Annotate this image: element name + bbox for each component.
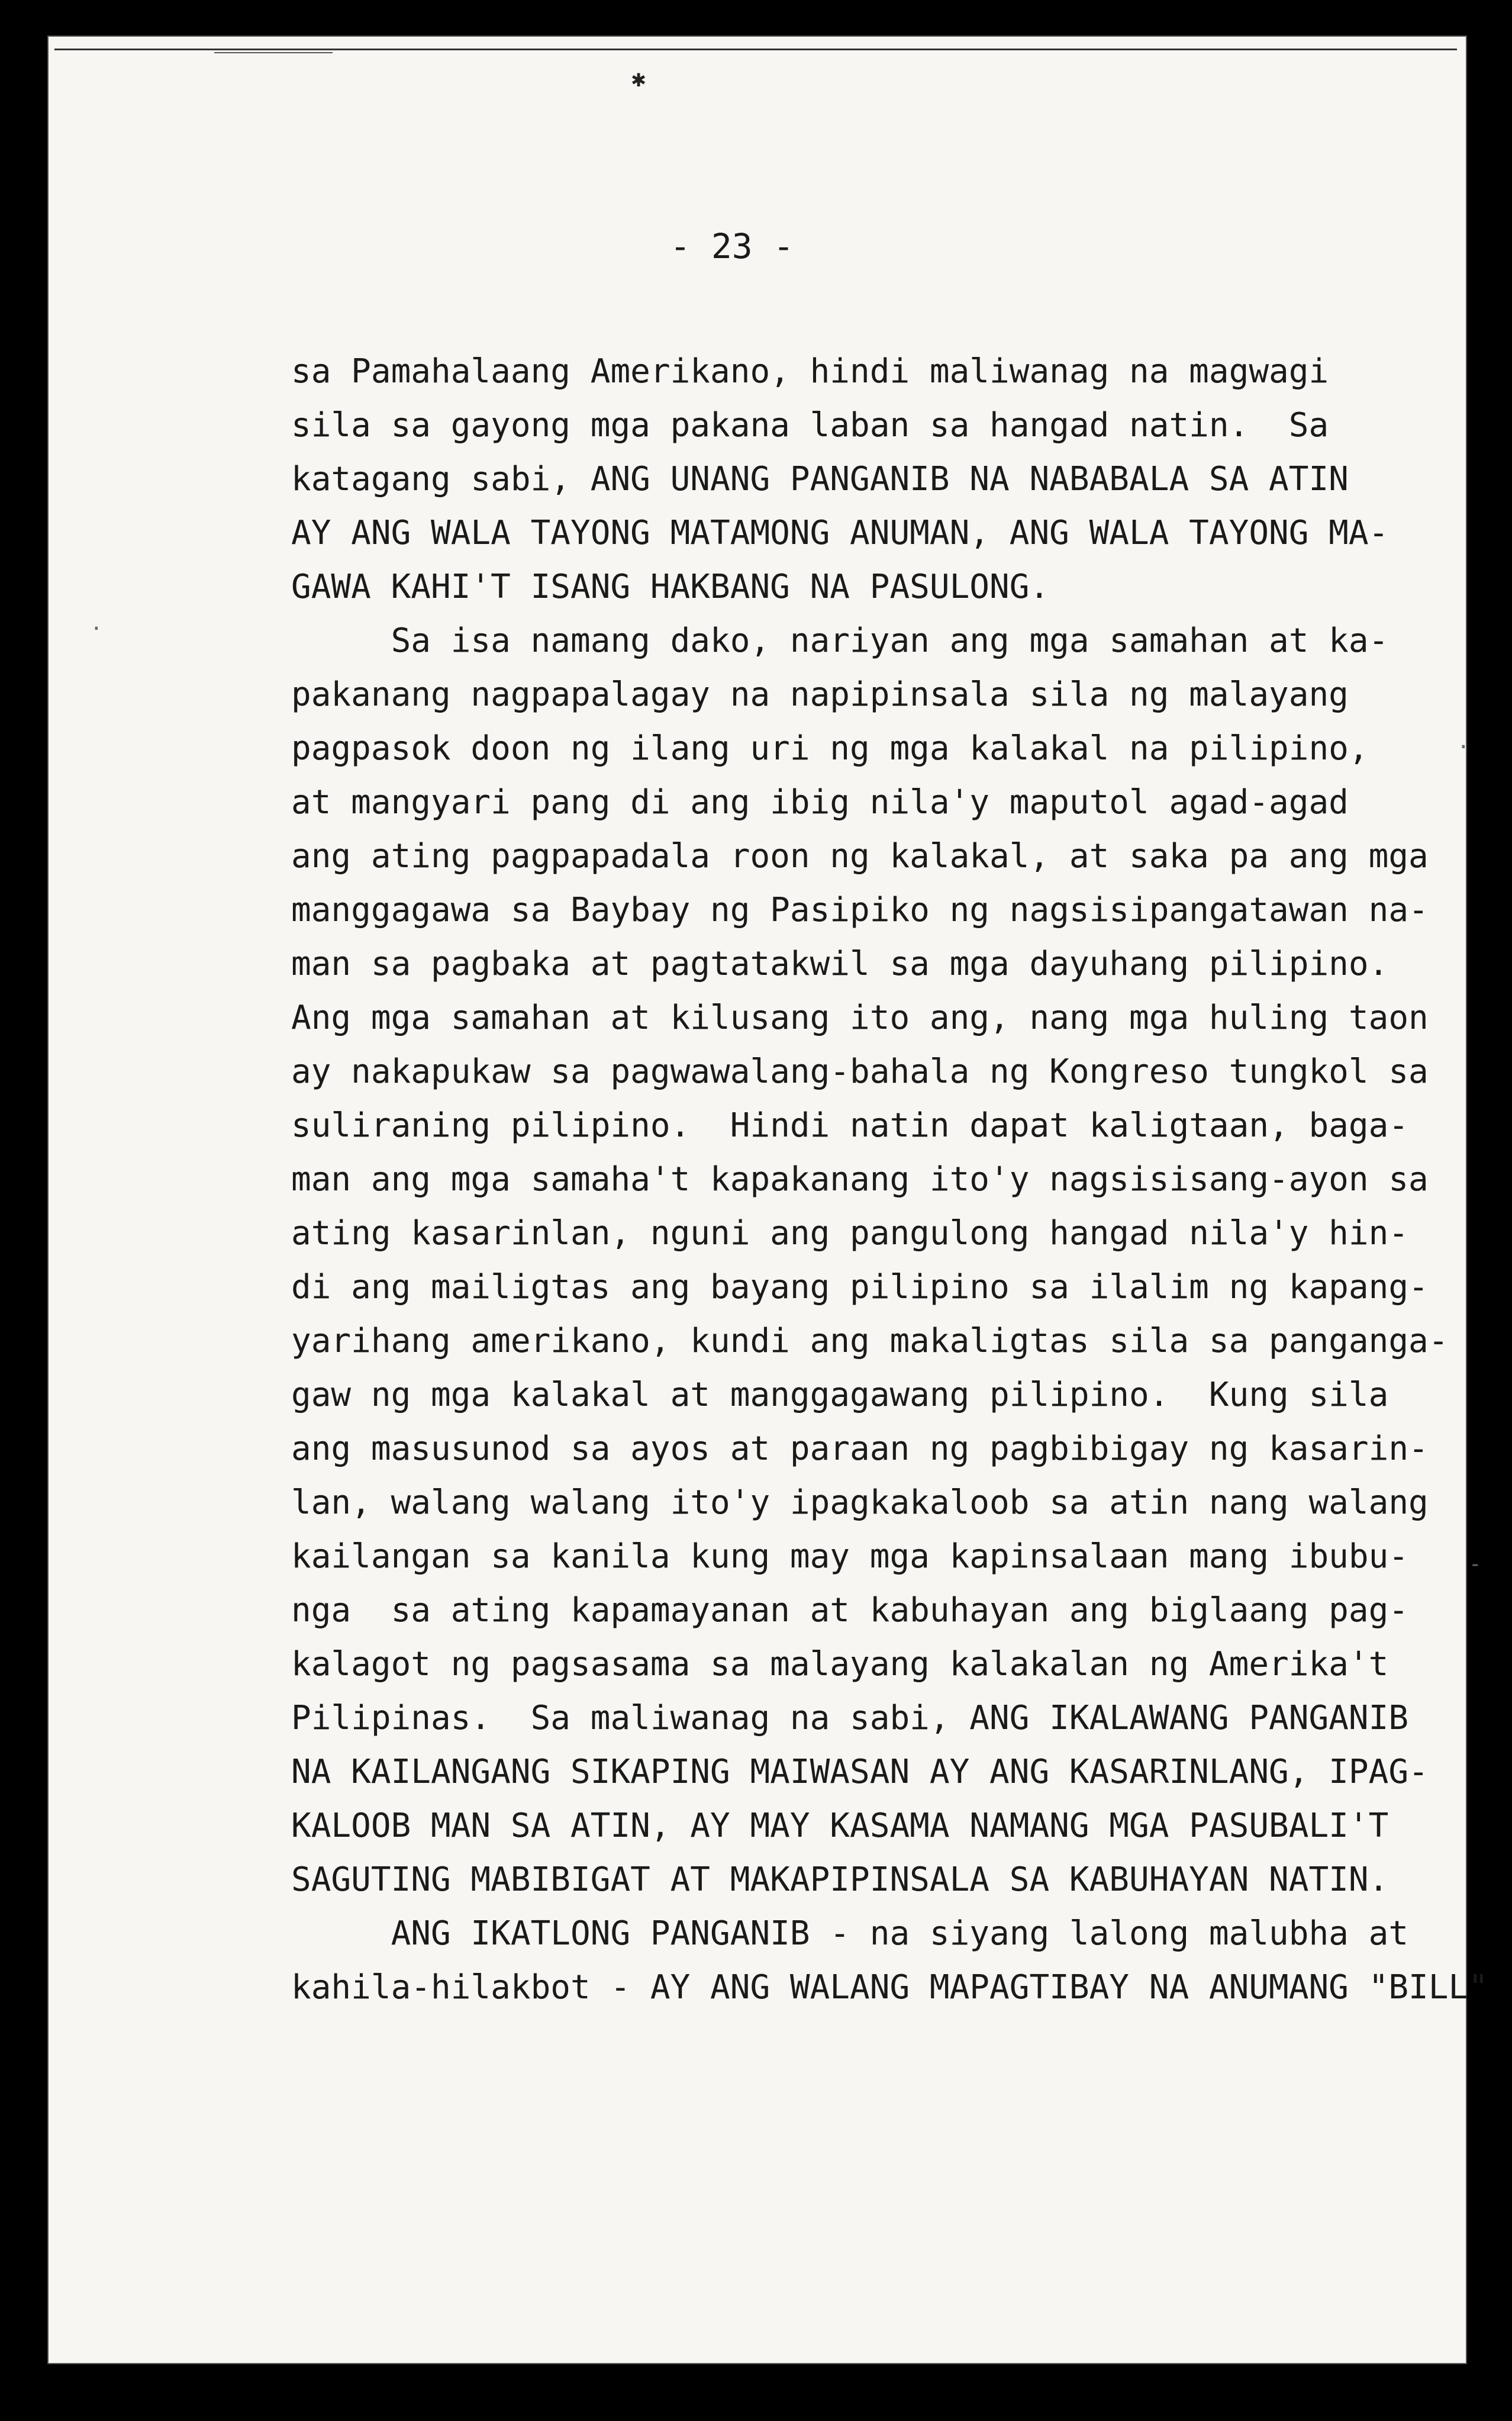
speck-mark: · [90, 617, 103, 641]
text-line: nga sa ating kapamayanan at kabuhayan ang biglaang pag- [291, 1591, 1409, 1630]
text-line: GAWA KAHI'T ISANG HAKBANG NA PASULONG. [291, 568, 1050, 606]
text-line: kailangan sa kanila kung may mga kapinsalaan mang ibubu- [291, 1537, 1409, 1576]
text-line: kahila-hilakbot - AY ANG WALANG MAPAGTIBAY NA ANUMANG "BILL" [291, 1968, 1488, 2007]
page-number: - 23 - [670, 226, 794, 266]
text-line: KALOOB MAN SA ATIN, AY MAY KASAMA NAMANG MGA PASUBALI'T [291, 1807, 1389, 1845]
text-line: sila sa gayong mga pakana laban sa hangad natin. Sa [291, 406, 1329, 445]
text-line: di ang mailigtas ang bayang pilipino sa ilalim ng kapang- [291, 1268, 1429, 1306]
text-line: SAGUTING MABIBIGAT AT MAKAPIPINSALA SA KABUHAYAN NATIN. [291, 1860, 1389, 1899]
text-line: katagang sabi, ANG UNANG PANGANIB NA NABABALA SA ATIN [291, 460, 1349, 498]
text-line: man sa pagbaka at pagtatakwil sa mga dayuhang pilipino. [291, 945, 1389, 983]
text-line: Sa isa namang dako, nariyan ang mga samahan at ka- [291, 622, 1389, 660]
text-line: gaw ng mga kalakal at manggagawang pilipino. Kung sila [291, 1376, 1389, 1414]
text-line: ANG IKATLONG PANGANIB - na siyang lalong malubha at [291, 1914, 1409, 1953]
text-line: man ang mga samaha't kapakanang ito'y nagsisisang-ayon sa [291, 1160, 1429, 1199]
top-rule-line [54, 49, 1457, 50]
text-line: pakanang nagpapalagay na napipinsala sila ng malayang [291, 675, 1349, 714]
speck-mark: · [1457, 735, 1470, 759]
text-line: ang masusunod sa ayos at paraan ng pagbibigay ng kasarin- [291, 1430, 1429, 1468]
text-line: ating kasarinlan, nguni ang pangulong hangad nila'y hin- [291, 1214, 1409, 1253]
document-page [47, 36, 1488, 2364]
text-line: manggagawa sa Baybay ng Pasipiko ng nagsisipangatawan na- [291, 891, 1429, 929]
text-line: ang ating pagpapadala roon ng kalakal, at saka pa ang mga [291, 837, 1429, 875]
text-line: suliraning pilipino. Hindi natin dapat kaligtaan, baga- [291, 1106, 1409, 1145]
speck-mark: - [1469, 1552, 1482, 1576]
text-line: kalagot ng pagsasama sa malayang kalakalan ng Amerika't [291, 1645, 1389, 1683]
text-line: Ang mga samahan at kilusang ito ang, nang mga huling taon [291, 999, 1429, 1037]
text-line: at mangyari pang di ang ibig nila'y maputol agad-agad [291, 783, 1349, 822]
top-rule-mark [214, 52, 333, 53]
text-line: AY ANG WALA TAYONG MATAMONG ANUMAN, ANG WALA TAYONG MA- [291, 514, 1389, 552]
body-text [291, 345, 1488, 2014]
text-line: ay nakapukaw sa pagwawalang-bahala ng Kongreso tungkol sa [291, 1052, 1429, 1091]
text-line: NA KAILANGANG SIKAPING MAIWASAN AY ANG KASARINLANG, IPAG- [291, 1753, 1429, 1791]
text-line: sa Pamahalaang Amerikano, hindi maliwanag na magwagi [291, 352, 1329, 391]
text-line: pagpasok doon ng ilang uri ng mga kalakal na pilipino, [291, 729, 1369, 768]
asterisk-mark-icon: ✱ [631, 65, 646, 92]
text-line: Pilipinas. Sa maliwanag na sabi, ANG IKALAWANG PANGANIB [291, 1699, 1409, 1737]
text-line: yarihang amerikano, kundi ang makaligtas sila sa panganga- [291, 1322, 1449, 1360]
text-line: lan, walang walang ito'y ipagkakaloob sa atin nang walang [291, 1483, 1429, 1522]
